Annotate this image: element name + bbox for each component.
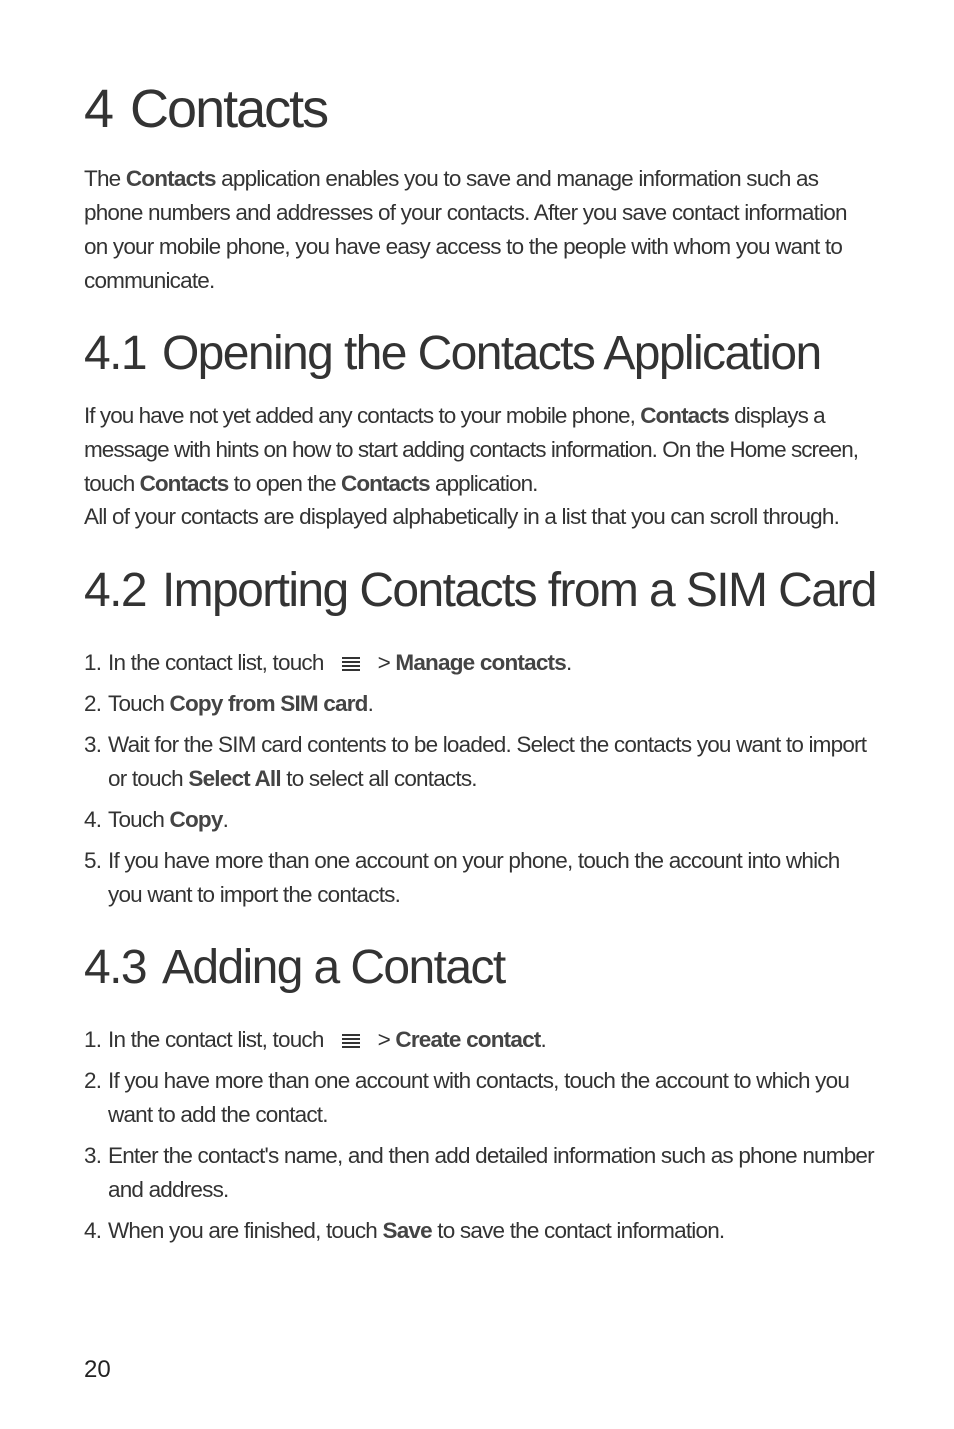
section-4-1-heading: 4.1 Opening the Contacts Application <box>84 327 821 380</box>
section-4-1-paragraph: If you have not yet added any contacts to your mobile phone, Contacts displays a message with hints on how to start adding contacts information. On the Home screen, touch Contacts to open the Contacts application. <box>84 403 859 496</box>
list-item: 3. Wait for the SIM card contents to be loaded. Select the contacts you want to import or touch Select All to select all contacts. <box>84 732 867 791</box>
chapter-title-text: Contacts <box>130 79 328 139</box>
section-4-3-steps <box>84 1023 874 1255</box>
section-4-1-paragraph-2: All of your contacts are displayed alphabetically in a list that you can scroll through. <box>84 504 840 529</box>
chapter-number: 4 <box>84 79 113 139</box>
section-4-2-steps <box>84 646 874 919</box>
chapter-title <box>84 78 327 140</box>
intro-paragraph: The Contacts application enables you to save and manage information such as phone numbers and addresses of your contacts. After you save contact information on your mobile phone, you have easy access to the people with whom you want to communicate. <box>84 166 847 293</box>
list-item: 2. If you have more than one account with contacts, touch the account to which you want to add the contact. <box>84 1068 850 1127</box>
section-4-2-heading: 4.2 Importing Contacts from a SIM Card <box>84 564 876 617</box>
menu-icon <box>342 1034 360 1048</box>
list-item: 3. Enter the contact's name, and then add detailed information such as phone number and address. <box>84 1143 874 1202</box>
list-item: 1. In the contact list, touch > Manage contacts. <box>84 650 572 675</box>
list-item: 4. When you are finished, touch Save to save the contact information. <box>84 1218 725 1243</box>
list-item: 4. Touch Copy. <box>84 807 229 832</box>
list-item: 2. Touch Copy from SIM card. <box>84 691 374 716</box>
list-item: 1. In the contact list, touch > Create contact. <box>84 1027 546 1052</box>
app-name-bold: Contacts <box>125 166 216 191</box>
page-number: 20 <box>84 1356 111 1383</box>
section-4-3-heading: 4.3 Adding a Contact <box>84 941 505 994</box>
list-item: 5. If you have more than one account on your phone, touch the account into which you want to import the contacts. <box>84 848 840 907</box>
menu-icon <box>342 657 360 671</box>
